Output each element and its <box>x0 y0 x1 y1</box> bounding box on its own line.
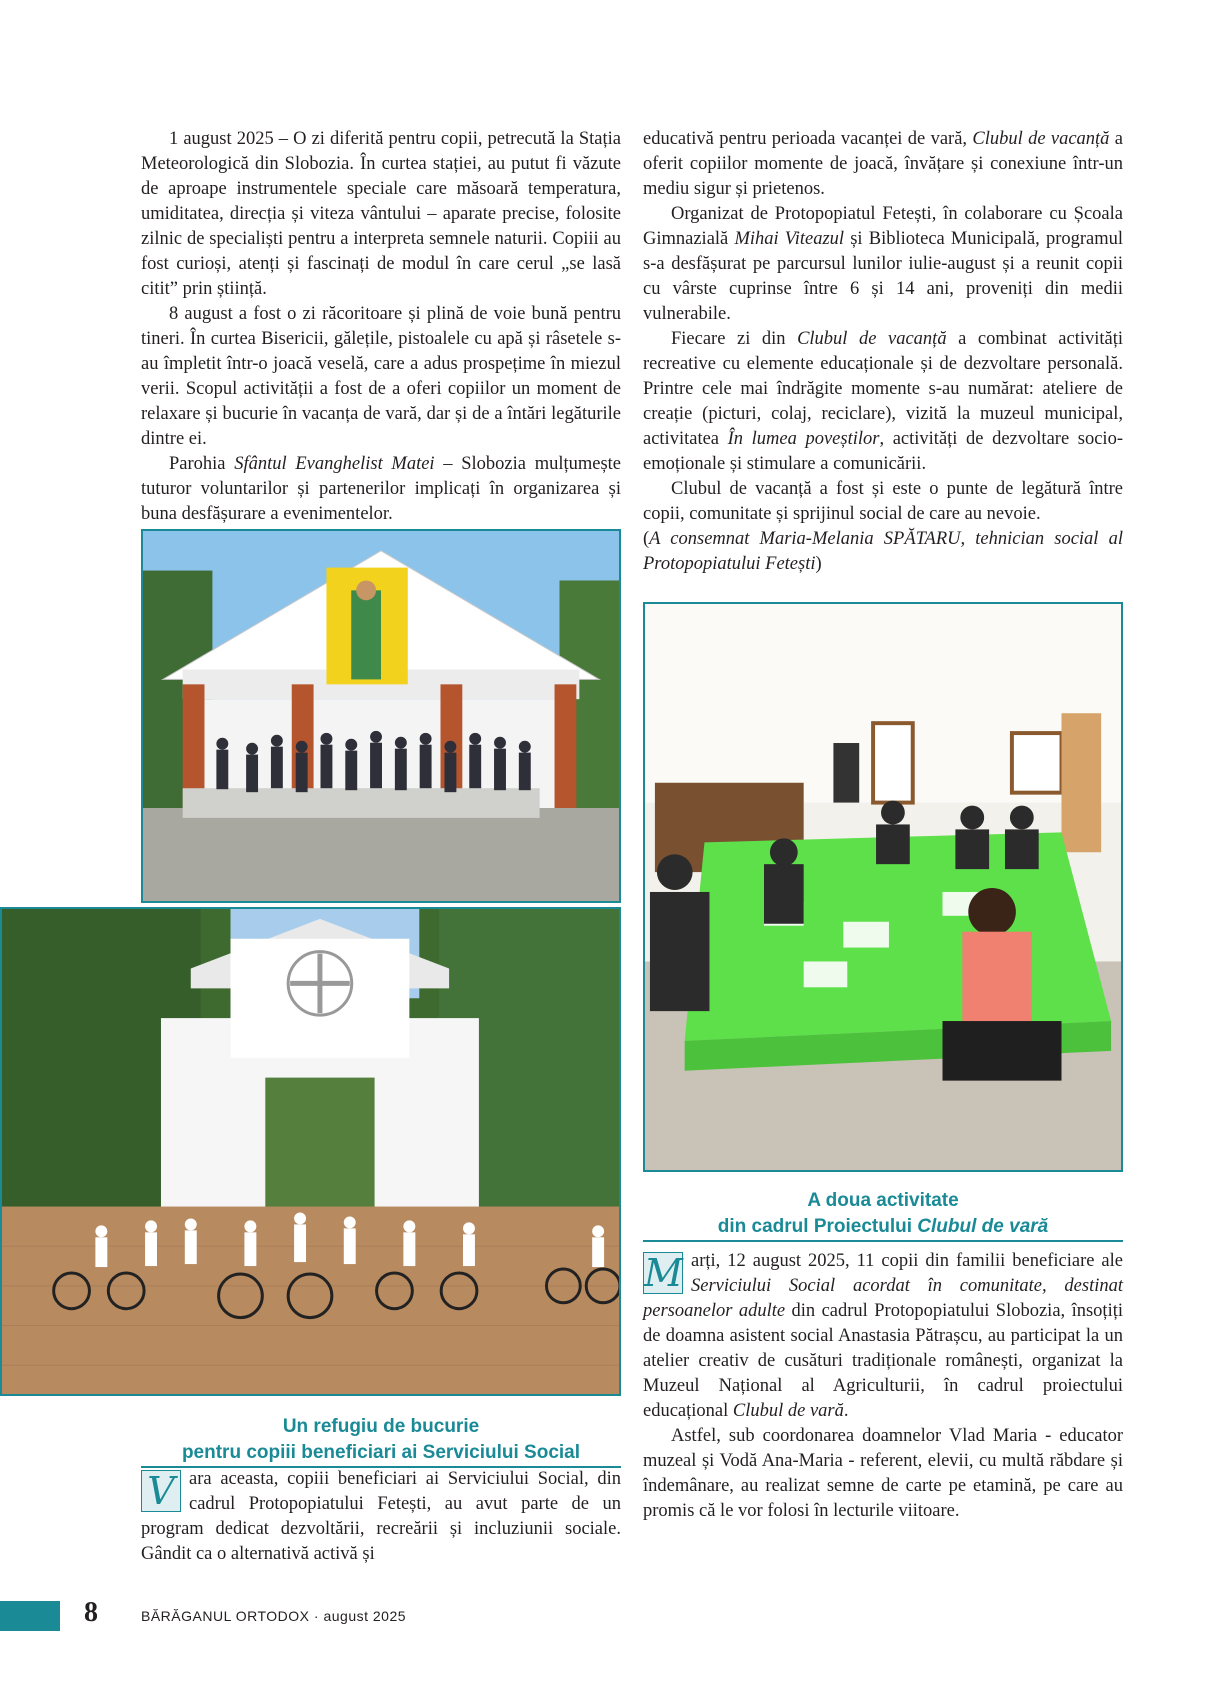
publication-title: BĂRĂGANUL ORTODOX <box>141 1608 310 1624</box>
italic-span: Sfântul Evanghelist Matei <box>234 454 435 474</box>
text-span: Parohia <box>169 454 235 474</box>
text-span: din cadrul Protopopiatului Slobozia, însoțiți de doamna asistent social Anastasia Pătrașcu, au participat la un atelier creativ de cusături tradiționale românești, organizat la Muzeul Național al Agriculturii, în cadrul proiectului educațional <box>643 1301 1123 1421</box>
italic-span: Clubul de vară <box>917 1216 1049 1237</box>
paragraph-organizers <box>643 202 1123 327</box>
church-illustration <box>143 531 619 901</box>
drop-cap: M <box>644 1251 683 1295</box>
italic-span: Clubul de vacanță <box>972 129 1110 149</box>
text-span: arți, 12 august 2025, 11 copii din familii beneficiare ale <box>691 1251 1123 1271</box>
left-column-top <box>141 127 621 527</box>
photo-church-children <box>141 529 621 903</box>
text-span: , activități de dezvoltare socio-emoționale și stimulare a comunicării. <box>643 429 1123 474</box>
italic-span: Serviciului Social acordat în comunitate, destinat persoanelor adulte <box>643 1276 1123 1321</box>
heading-line <box>643 1214 1123 1240</box>
text-span: educativă pentru perioada vacanței de vară, <box>643 129 973 149</box>
text-span: – Slobozia mulțumește tuturor voluntarilor și partenerilor implicați în organizarea și buna desfășurare a evenimentelor. <box>141 454 622 524</box>
heading-line: Un refugiu de bucurie <box>282 1416 480 1437</box>
paragraph-signature <box>643 527 1123 577</box>
paragraph-bookmarks: Astfel, sub coordonarea doamnelor Vlad Maria - educator muzeal și Vodă Ana-Maria - referent, elevii, cu multă răbdare și îndemânare, au realizat semne de carte pe etamină, pe care au promis că le vor folosi în lecturile viitoare. <box>643 1426 1123 1521</box>
photo-classroom-workshop <box>643 602 1123 1172</box>
text-span: a combinat activități recreative cu elemente educaționale și de dezvoltare personală. Printre cele mai îndrăgite momente s-au numărat: ateliere de creație (picturi, colaj, reciclare), vizită la muzeul municipal, activitatea <box>643 329 1123 449</box>
classroom-illustration <box>645 604 1121 1170</box>
paragraph-summer-program <box>141 1467 621 1567</box>
paragraph-activities <box>643 327 1123 477</box>
heading-line: A doua activitate <box>807 1190 959 1211</box>
section-heading-refuge <box>141 1414 621 1468</box>
text-span: din cadrul Proiectului <box>717 1216 918 1237</box>
section-heading-second-activity <box>643 1188 1123 1242</box>
page-number: 8 <box>84 1597 98 1628</box>
text-span: ( <box>643 529 650 549</box>
italic-span: A consemnat Maria-Melania SPĂTARU, tehnician social al Protopopiatului Fetești <box>643 529 1123 574</box>
paragraph-club-intro <box>643 127 1123 202</box>
text-span: ara aceasta, copiii beneficiari ai Serviciului Social, din cadrul Protopopiatului Fetești, au avut parte de un program dedicat dezvoltării, recreării și incluziunii sociale. Gândit ca o alternativă activă și <box>141 1469 621 1564</box>
paragraph-meteo-station: 1 august 2025 – O zi diferită pentru copii, petrecută la Stația Meteorologică din Slobozia. În curtea stației, au putut fi văzute de aproape instrumentele speciale care măsoară temperatura, umiditatea, direcția și viteza vântului – aparate precise, folosite zilnic de specialiști pentru a interpreta semnele naturii. Copiii au fost curioși, atenți și fascinați de modul în care cerul „se lasă citit” prin știință. <box>141 129 621 299</box>
paragraph-museum-workshop <box>643 1249 1123 1424</box>
heading-line: pentru copiii beneficiari ai Serviciului Social <box>181 1442 581 1463</box>
right-column-top <box>643 127 1123 577</box>
paragraph-parish-thanks <box>141 452 621 527</box>
publication-issue: · august 2025 <box>309 1608 407 1624</box>
bicycles-illustration <box>2 909 619 1394</box>
text-span: Fiecare zi din <box>671 329 798 349</box>
paragraph-bridge: Clubul de vacanță a fost și este o punte de legătură între copii, comunitate și sprijinul social de care au nevoie. <box>643 479 1123 524</box>
photo-bicycles-gate <box>0 907 621 1396</box>
text-span: ) <box>815 554 822 574</box>
text-span: . <box>843 1401 849 1421</box>
left-column-bottom <box>141 1467 621 1567</box>
drop-cap: V <box>141 1470 181 1512</box>
text-span: a oferit copiilor momente de joacă, învățare și conexiune într-un mediu sigur și prietenos. <box>643 129 1123 199</box>
text-span: Organizat de Protopopiatul Fetești, în colaborare cu Școala Gimnazială <box>643 204 1123 249</box>
italic-span: Clubul de vacanță <box>797 329 947 349</box>
footer-publication <box>141 1608 406 1624</box>
italic-span: Mihai Viteazul <box>734 229 845 249</box>
text-span: și Biblioteca Municipală, programul s-a desfășurat pe parcursul lunilor iulie-august și a reunit copii cu vârste cuprinse între 6 și 14 ani, proveniți din medii vulnerabile. <box>643 229 1124 324</box>
paragraph-water-games: 8 august a fost o zi răcoritoare și plină de voie bună pentru tineri. În curtea Bisericii, gălețile, pistoalele cu apă și râsetele s-au împletit într-o joacă veselă, care a adus prospețime în miezul verii. Scopul activității a fost de a oferi copiilor un moment de relaxare și bucurie în vacanța de vară, dar și de a întări legăturile dintre ei. <box>141 304 621 449</box>
italic-span: Clubul de vară <box>732 1401 844 1421</box>
italic-span: În lumea poveștilor <box>727 429 880 449</box>
right-column-bottom <box>643 1249 1123 1524</box>
footer-accent-bar <box>0 1601 60 1631</box>
